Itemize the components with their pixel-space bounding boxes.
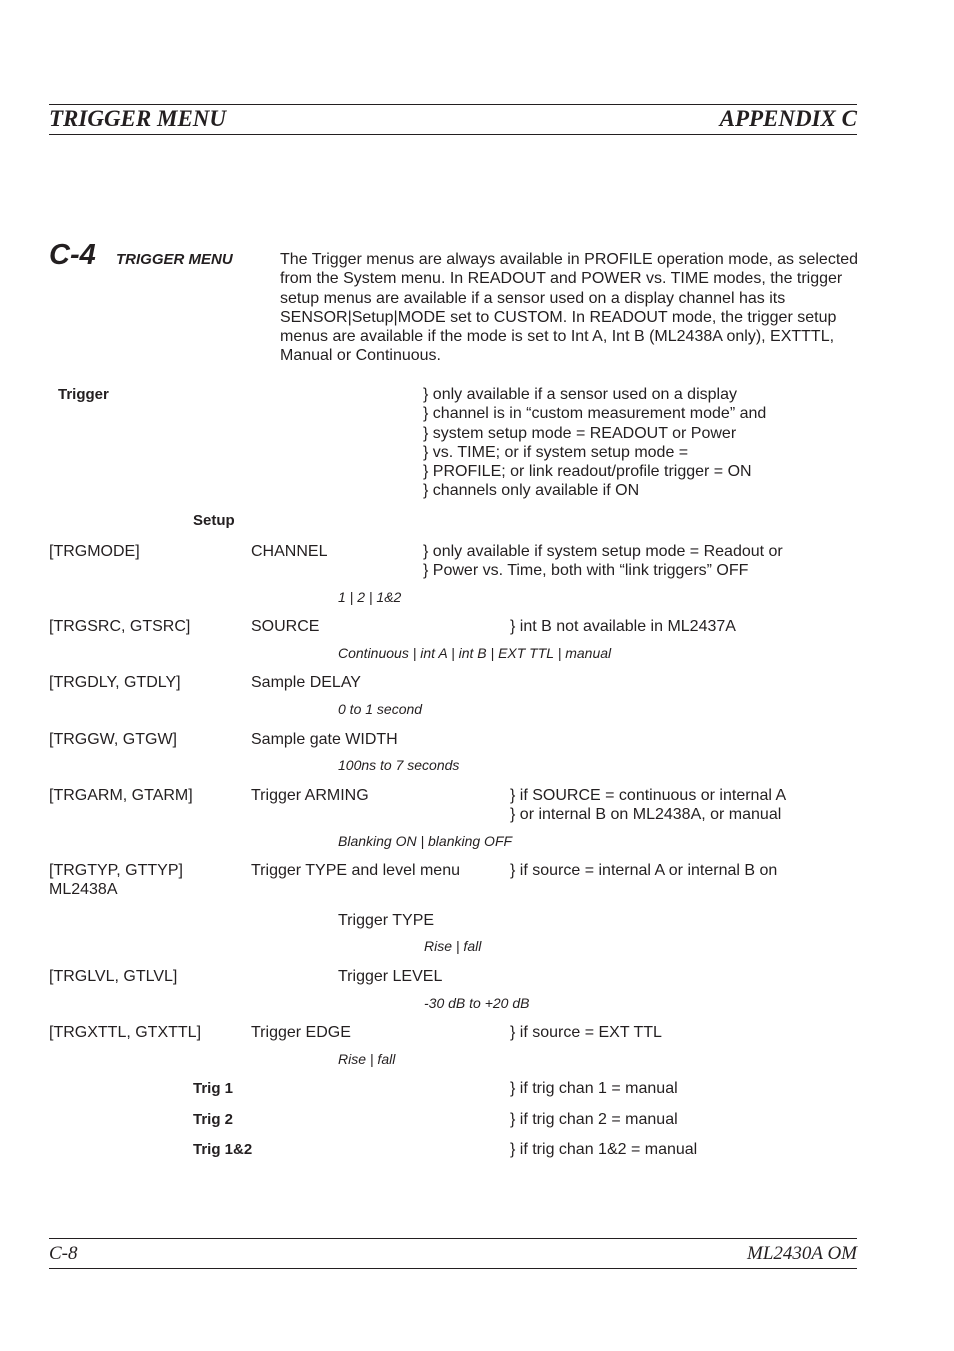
cmd-trglvl: [TRGLVL, GTLVL] [49,968,178,985]
options-trggw: 100ns to 7 seconds [338,757,460,773]
trig12-label: Trig 1&2 [193,1141,253,1158]
footer-rule-top [49,1238,857,1239]
trig1-label: Trig 1 [193,1080,234,1097]
notes-trgmode [423,542,783,581]
cmd-model: ML2438A [49,881,118,899]
cmd-trgxttl: [TRGXTTL, GTXTTL] [49,1024,202,1041]
trig2-label: Trig 2 [193,1111,234,1128]
item-channel: CHANNEL [251,543,328,560]
note-line: } if SOURCE = continuous or internal A [510,787,787,804]
setup-label: Setup [193,512,235,529]
trigger-note-line: } PROFILE; or link readout/profile trigger = ON [423,463,752,481]
cmd-trgtyp [49,861,183,900]
note-line: } or internal B on ML2438A, or manual [510,806,782,824]
document-title: ML2430A OM [747,1243,857,1264]
section-title: TRIGGER MENU [116,251,233,268]
item-trigger-level: Trigger LEVEL [338,968,443,985]
header-rule-top [49,104,857,105]
cmd-trggw: [TRGGW, GTGW] [49,731,177,748]
trigger-note-line: } channel is in “custom measurement mode” and [423,405,767,423]
trig2-note: } if trig chan 2 = manual [510,1111,678,1128]
options-trgsrc: Continuous | int A | int B | EXT TTL | manual [338,645,612,661]
cmd-trgmode: [TRGMODE] [49,543,140,560]
header-right-title: APPENDIX C [719,106,857,131]
cmd-trgdly: [TRGDLY, GTDLY] [49,674,181,691]
trigger-note-line: } channels only available if ON [423,482,640,500]
item-trigger-type-level-menu: Trigger TYPE and level menu [251,862,460,879]
notes-trgxttl: } if source = EXT TTL [510,1024,662,1041]
options-trigger-type: Rise | fall [424,938,482,954]
note-line: } only available if system setup mode = Readout or [423,543,783,560]
page-number: C-8 [49,1243,78,1264]
header-left-title: TRIGGER MENU [49,106,227,131]
options-trigger-level: -30 dB to +20 dB [424,995,530,1011]
note-line: } Power vs. Time, both with “link triggers” OFF [423,562,749,580]
notes-trgarm [510,786,786,825]
item-trigger-arming: Trigger ARMING [251,787,369,804]
section-intro: The Trigger menus are always available in PROFILE operation mode, as selected from the System menu. In READOUT and POWER vs. TIME modes, the trigger setup menus are available if a sensor used on a display channel has its SENSOR|Setup|MODE set to CUSTOM. In READOUT mode, the trigger setup menus are available if the mode is set to Int A, Int B (ML2438A only), EXTTTL, Manual or Continuous. [280,251,859,365]
item-sample-delay: Sample DELAY [251,674,361,691]
trigger-label: Trigger [58,386,109,403]
options-trgdly: 0 to 1 second [338,701,423,717]
item-trigger-edge: Trigger EDGE [251,1024,351,1041]
cmd-line: [TRGTYP, GTTYP] [49,862,183,879]
options-trgarm: Blanking ON | blanking OFF [338,833,513,849]
item-trigger-type: Trigger TYPE [338,912,435,929]
section-number: C-4 [49,239,96,271]
cmd-trgarm: [TRGARM, GTARM] [49,787,193,804]
item-sample-gate-width: Sample gate WIDTH [251,731,398,748]
trigger-note-line: } vs. TIME; or if system setup mode = [423,443,689,461]
trigger-note-line: } only available if a sensor used on a display [423,386,737,403]
item-source: SOURCE [251,618,320,635]
trig1-note: } if trig chan 1 = manual [510,1080,678,1097]
options-trgmode: 1 | 2 | 1&2 [338,589,402,605]
header-rule-bottom [49,134,857,135]
notes-trgsrc: } int B not available in ML2437A [510,618,736,635]
cmd-trgsrc: [TRGSRC, GTSRC] [49,618,191,635]
trigger-notes [423,385,766,501]
options-trgxttl: Rise | fall [338,1051,396,1067]
trig12-note: } if trig chan 1&2 = manual [510,1141,698,1158]
trigger-note-line: } system setup mode = READOUT or Power [423,424,737,442]
notes-trgtyp: } if source = internal A or internal B on [510,862,778,879]
footer-rule-bottom [49,1268,857,1269]
